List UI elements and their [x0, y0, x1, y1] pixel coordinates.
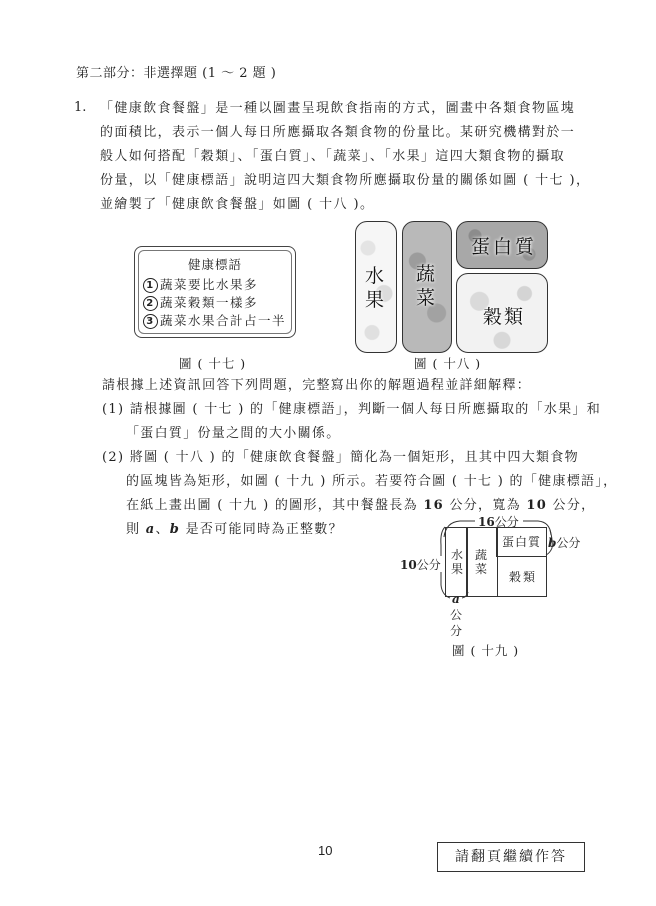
part-2-cont: 的區塊皆為矩形，如圖 ( 十九 ) 所示。若要符合圖 ( 十七 ) 的「健康標語」，	[126, 474, 618, 489]
part-1: (1) 請根據圖 ( 十七 ) 的「健康標語」，判斷一個人每日所應攝取的「水果」和	[102, 402, 602, 417]
slogan-item: 1 蔬菜要比水果多	[143, 275, 258, 293]
figure-19-caption: 圖 ( 十九 )	[452, 643, 520, 658]
grain-label: 穀類	[483, 306, 526, 328]
circled-number: 3	[143, 314, 158, 329]
right-dimension: b公分	[548, 536, 581, 550]
slogan-item: 3 蔬菜水果合計占一半	[143, 311, 286, 329]
protein-text: 蛋白質	[502, 535, 542, 549]
slogan-title: 健康標語	[187, 257, 242, 272]
part-1-cont: 「蛋白質」份量之間的大小關係。	[126, 426, 341, 441]
circled-number: 1	[143, 278, 158, 293]
fruit-label: 水果	[365, 265, 385, 311]
protein-label: 蛋白質	[471, 236, 538, 258]
part-2-cont: 則 a、b 是否可能同時為正整數？	[126, 522, 343, 537]
part-2-cont: 在紙上畫出圖 ( 十九 ) 的圖形，其中餐盤長為 16 公分，寬為 10 公分，	[126, 498, 596, 513]
top-dimension: 16公分	[478, 515, 519, 529]
figure-17-caption: 圖 ( 十七 )	[179, 356, 247, 371]
intro-line: 的面積比，表示一個人每日所應攝取各類食物的份量比。某研究機構對於一	[100, 125, 576, 140]
bottom-dimension-unit: 公	[450, 608, 463, 622]
circled-number: 2	[143, 296, 158, 311]
intro-line: 般人如何搭配「穀類」、「蛋白質」、「蔬菜」、「水果」這四大類食物的攝取	[100, 149, 566, 164]
part-2: (2) 將圖 ( 十八 ) 的「健康飲食餐盤」簡化為一個矩形，且其中四大類食物	[102, 450, 579, 465]
page-number: 10	[318, 843, 333, 858]
fruit-text: 水果	[451, 548, 464, 576]
intro-line: 「健康飲食餐盤」是一種以圖畫呈現飲食指南的方式，圖畫中各類食物區塊	[100, 101, 576, 116]
vegetable-label: 蔬菜	[416, 263, 436, 309]
left-dimension: 10公分	[400, 558, 441, 572]
section-title: 第二部分：非選擇題 (1 ～ 2 題 )	[76, 66, 277, 81]
slogan-item: 2 蔬菜穀類一樣多	[143, 293, 258, 311]
intro-line: 份量，以「健康標語」說明這四大類食物所應攝取份量的關係如圖 ( 十七 )，	[100, 173, 591, 188]
bottom-dimension-unit: 分	[450, 624, 463, 638]
figure-18-caption: 圖 ( 十八 )	[414, 356, 482, 371]
intro-line: 並繪製了「健康飲食餐盤」如圖 ( 十八 )。	[100, 197, 375, 212]
vegetable-text: 蔬菜	[475, 548, 488, 576]
bottom-dimension-var: a	[452, 592, 460, 606]
question-number: 1.	[74, 100, 87, 115]
grain-text: 穀類	[509, 570, 538, 584]
continue-notice: 請翻頁繼續作答	[437, 842, 585, 872]
instruction: 請根據上述資訊回答下列問題，完整寫出你的解題過程並詳細解釋：	[102, 378, 532, 393]
